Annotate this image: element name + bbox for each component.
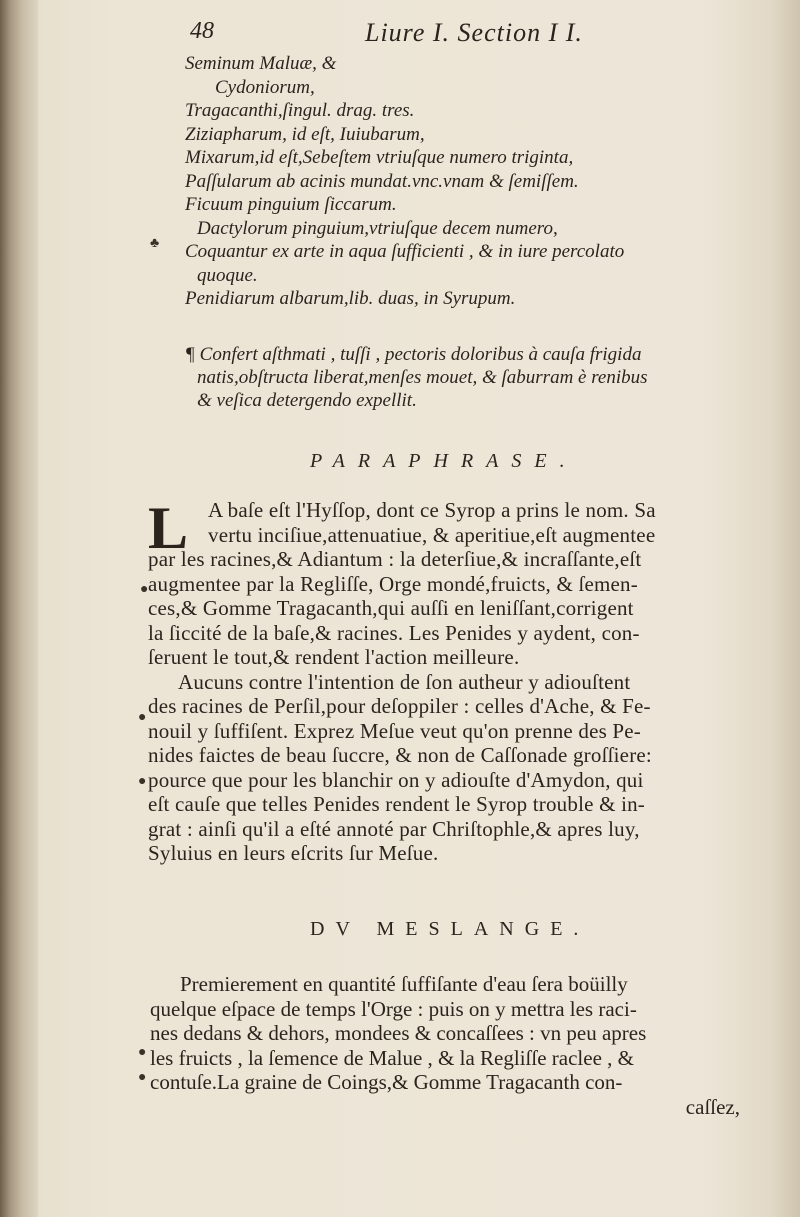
paraphrase-line: nouil y ſuffiſent. Exprez Meſue veut qu'on prenne des Pe- [148, 718, 642, 743]
paraphrase-line: nides faictes de beau ſuccre, & non de Caſſonade groſſiere: [148, 743, 652, 767]
margin-mark-icon: ● [138, 1070, 147, 1085]
margin-mark-icon: ● [138, 774, 147, 789]
recipe-line: quoque. [197, 264, 258, 286]
meslange-line: quelque eſpace de temps l'Orge : puis on y mettra les raci- [150, 996, 637, 1021]
meslange-line: contuſe.La graine de Coings,& Gomme Tragacanth con- [150, 1070, 623, 1094]
confert-paragraph [185, 343, 785, 412]
meslange-line: les fruicts , la ſemence de Malue , & la Regliſſe raclee , & [150, 1045, 634, 1070]
paraphrase-line: pource que pour les blanchir on y adiouſte d'Amydon, qui [148, 767, 644, 792]
confert-line: ¶ Confert aſthmati , tuſſi , pectoris doloribus à cauſa frigida [185, 344, 642, 365]
margin-mark-icon: ● [138, 710, 147, 725]
page-header [190, 18, 750, 52]
recipe-line: Seminum Maluæ, & [185, 53, 337, 74]
recipe-line: Tragacanthi,ſingul. drag. tres. [185, 100, 415, 121]
meslange-line: caſſez, [685, 1094, 740, 1119]
paraphrase-line: par les racines,& Adiantum : la deterſiue,& incraſſante,eſt [148, 547, 642, 571]
paraphrase-body [148, 495, 778, 866]
recipe-line: Paſſularum ab acinis mundat.vnc.vnam & ſemiſſem. [185, 170, 579, 192]
paraphrase-line: augmentee par la Regliſſe, Orge mondé,fruicts, & ſemen- [148, 571, 638, 596]
paraphrase-line: A baſe eſt l'Hyſſop, dont ce Syrop a prins le nom. Sa [208, 498, 656, 522]
meslange-body [150, 972, 780, 1119]
paraphrase-line: Aucuns contre l'intention de ſon autheur y adiouſtent [178, 669, 631, 694]
meslange-line: nes dedans & dehors, mondees & concaſſees : vn peu apres [150, 1021, 647, 1045]
book-gutter [0, 0, 38, 1217]
confert-line: & veſica detergendo expellit. [197, 390, 417, 411]
page-number: 48 [190, 18, 214, 44]
margin-mark-icon: ● [140, 582, 149, 597]
running-head: Liure I. Section I I. [365, 18, 583, 47]
recipe-line: Ficuum pinguium ſiccarum. [185, 194, 397, 215]
drop-cap: L [148, 495, 189, 561]
paraphrase-line: ces,& Gomme Tragacanth,qui auſſi en leniſſant,corrigent [148, 596, 634, 620]
recipe-ingredients [185, 52, 775, 311]
paraphrase-line: eſt cauſe que telles Penides rendent le Syrop trouble & in- [148, 792, 645, 816]
margin-mark-icon: ● [138, 1045, 147, 1060]
recipe-line: Penidiarum albarum,lib. duas, in Syrupum. [185, 288, 516, 309]
paraphrase-heading: PARAPHRASE. [310, 450, 578, 472]
paraphrase-line: des racines de Perſil,pour deſoppiler : celles d'Ache, & Fe- [148, 694, 651, 718]
margin-mark-icon: ♣ [150, 236, 160, 251]
confert-line: natis,obſtructa liberat,menſes mouet, & ſaburram è renibus [197, 367, 648, 388]
recipe-line: Coquantur ex arte in aqua ſufficienti , & in iure percolato [185, 241, 625, 262]
recipe-line: Mixarum,id eſt,Sebeſtem vtriuſque numero triginta, [185, 147, 574, 168]
recipe-line: Cydoniorum, [215, 76, 315, 98]
paraphrase-line: la ſiccité de la baſe,& racines. Les Penides y aydent, con- [148, 620, 640, 645]
paraphrase-line: Syluius en leurs eſcrits ſur Meſue. [148, 841, 439, 865]
recipe-line: Dactylorum pinguium,vtriuſque decem numero, [197, 217, 558, 239]
recipe-line: Ziziapharum, id eſt, Iuiubarum, [185, 123, 425, 145]
paraphrase-line: vertu inciſiue,attenuatiue, & aperitiue,eſt augmentee [208, 522, 656, 547]
paraphrase-line: grat : ainſi qu'il a eſté annoté par Chriſtophle,& apres luy, [148, 816, 640, 841]
meslange-line: Premierement en quantité ſuffiſante d'eau ſera boüilly [180, 972, 628, 996]
meslange-heading: DV MESLANGE. [310, 918, 590, 940]
paraphrase-line: ſeruent le tout,& rendent l'action meilleure. [148, 645, 520, 669]
